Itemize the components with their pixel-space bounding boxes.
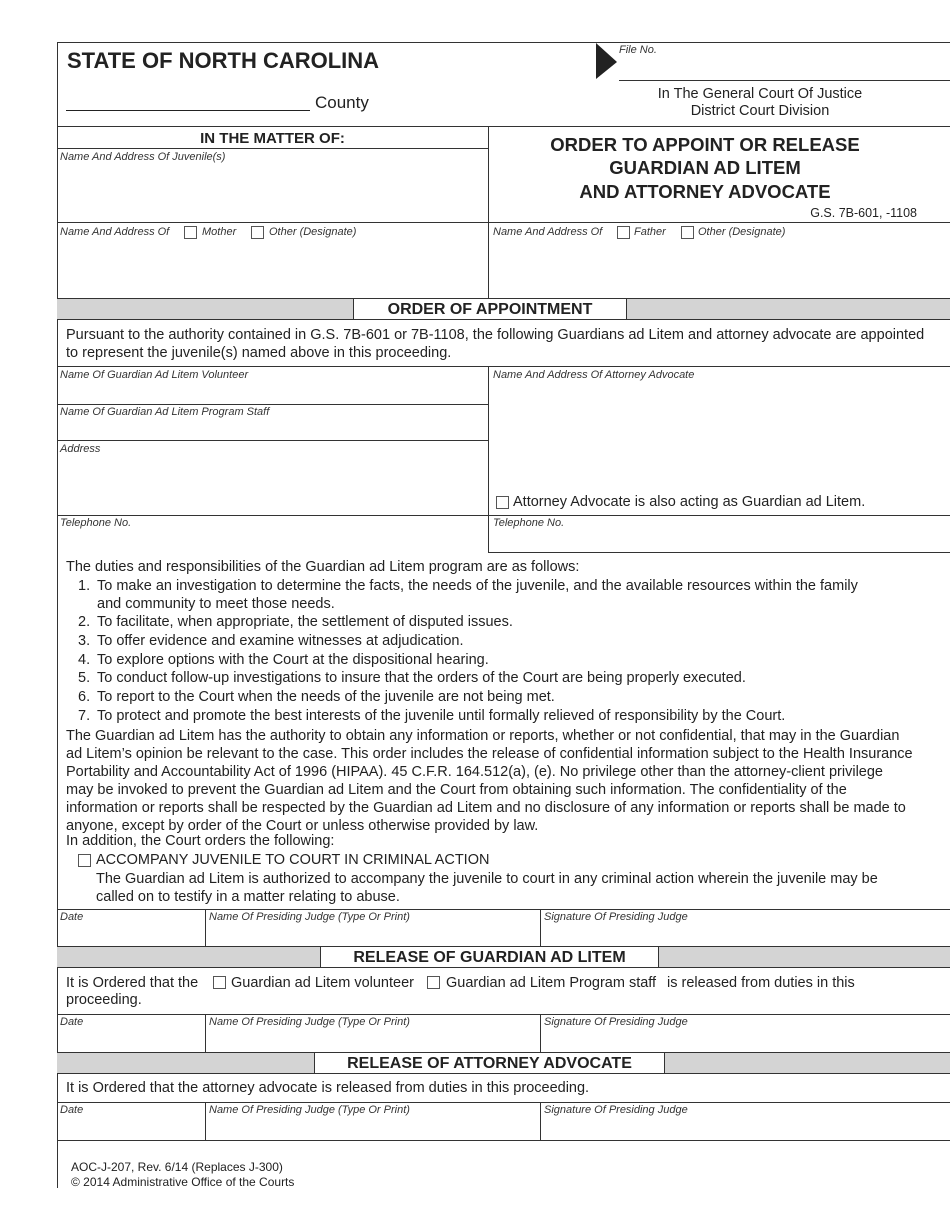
sig2-top-line — [57, 1014, 950, 1015]
sig3-date-label: Date — [60, 1104, 84, 1116]
appointment-intro: Pursuant to the authority contained in G.S. 7B-601 or 7B-1108, the following Guardians ad Litem and attorney advocate are appointed to represent the juvenile(s) named above in this proceeding. — [66, 327, 925, 361]
release-attorney-heading: RELEASE OF ATTORNEY ADVOCATE — [314, 1052, 665, 1074]
telephone-bottom-line — [488, 552, 950, 553]
sig3-judge-name-label: Name Of Presiding Judge (Type Or Print) — [209, 1104, 410, 1116]
release-attorney-ordered: It is Ordered that the attorney advocate is released from duties in this proceeding. — [66, 1080, 590, 1096]
parent2-label: Name And Address Of — [493, 226, 603, 238]
form-number: AOC-J-207, Rev. 6/14 (Replaces J-300) — [71, 1160, 283, 1174]
footer-left-border — [57, 1140, 58, 1188]
sig3-judge-name-field[interactable] — [209, 1118, 534, 1136]
duty-item: 1. To make an investigation to determine the facts, the needs of the juvenile, and the available resources within the family and community to meet those needs. — [78, 578, 858, 612]
copyright: © 2014 Administrative Office of the Courts — [71, 1175, 295, 1189]
sig2-judge-sig-field[interactable] — [544, 1030, 934, 1048]
sig1-judge-name-label: Name Of Presiding Judge (Type Or Print) — [209, 911, 410, 923]
sig1-judge-sig-field[interactable] — [544, 925, 934, 943]
juvenile-label: Name And Address Of Juvenile(s) — [60, 151, 226, 163]
telephone-label: Telephone No. — [60, 517, 132, 529]
file-no-label: File No. — [619, 44, 657, 56]
telephone-field[interactable] — [60, 531, 480, 549]
parent2-field[interactable] — [493, 243, 913, 293]
matter-heading: IN THE MATTER OF: — [200, 130, 345, 147]
sig2-divider-a — [205, 1014, 206, 1052]
statute-reference: G.S. 7B-601, -1108 — [810, 206, 917, 220]
duty-item: 7. To protect and promote the best interests of the juvenile until formally relieved of responsibility by the Court. — [78, 708, 786, 724]
sig2-date-label: Date — [60, 1016, 84, 1028]
matter-heading-line — [57, 148, 488, 149]
release-gal-band — [57, 946, 950, 968]
left-border — [57, 42, 58, 1142]
release-attorney-band — [57, 1052, 950, 1074]
sig3-top-line — [57, 1102, 950, 1103]
release-staff-checkbox[interactable] — [427, 976, 440, 989]
duty-item: 5. To conduct follow-up investigations to insure that the orders of the Court are being properly executed. — [78, 670, 746, 686]
appointment-heading: ORDER OF APPOINTMENT — [353, 298, 627, 320]
addition-text: In addition, the Court orders the following: — [66, 833, 335, 849]
header-divider — [57, 126, 950, 127]
duty-item: 6. To report to the Court when the needs of the juvenile are not being met. — [78, 689, 555, 705]
county-blank-line — [66, 110, 310, 111]
appointment-fields-top — [57, 366, 950, 367]
staff-field[interactable] — [60, 420, 480, 438]
release-gal-ordered-a: It is Ordered that the — [66, 975, 199, 991]
parent2-other-checkbox[interactable] — [681, 226, 694, 239]
parent-row-line — [57, 222, 950, 223]
attorney-label: Name And Address Of Attorney Advocate — [493, 369, 695, 381]
appointment-band — [57, 298, 950, 320]
sig1-divider-a — [205, 909, 206, 946]
staff-label: Name Of Guardian Ad Litem Program Staff — [60, 406, 270, 418]
sig2-judge-name-label: Name Of Presiding Judge (Type Or Print) — [209, 1016, 410, 1028]
sig1-top-line — [57, 909, 950, 910]
sig2-date-field[interactable] — [60, 1030, 200, 1048]
file-no-underline — [619, 80, 950, 81]
accompany-text: The Guardian ad Litem is authorized to accompany the juvenile to court in any criminal action wherein the juvenile may be called on to testify in a matter relating to abuse. — [96, 871, 878, 905]
duty-item: 4. To explore options with the Court at the dispositional hearing. — [78, 652, 489, 668]
father-label: Father — [634, 226, 666, 238]
attorney-field[interactable] — [493, 383, 933, 488]
parent1-field[interactable] — [60, 243, 480, 293]
court-line2: District Court Division — [690, 103, 830, 119]
release-gal-suffix: is released from duties in this — [667, 975, 855, 991]
parent1-label: Name And Address Of — [60, 226, 170, 238]
authority-paragraph: The Guardian ad Litem has the authority to obtain any information or reports, whether or not confidential, that may in the Guardian ad Litem’s opinion be relevant to the case. This order includes the release of confidential information subject to the Health Insurance Portability and Accountability Act of 1996 (HIPAA). 45 C.F.R. 164.512(a), (e). No privilege other than the attorney-client privilege may be invoked to prevent the Guardian ad Litem and the Court from obtaining such information. The confidentiality of the information or reports shall be respected by the Guardian ad Litem and no disclosure of any information or reports shall be made to anyone, except by order of the Court or unless otherwise provided by law. — [66, 728, 913, 834]
parent1-other-label: Other (Designate) — [269, 226, 357, 238]
sig2-divider-b — [540, 1014, 541, 1052]
top-border — [57, 42, 950, 43]
father-checkbox[interactable] — [617, 226, 630, 239]
staff-line — [57, 440, 488, 441]
form-title-line2: GUARDIAN AD LITEM — [609, 157, 801, 178]
sig3-divider-a — [205, 1102, 206, 1140]
duties-intro: The duties and responsibilities of the Guardian ad Litem program are as follows: — [66, 559, 580, 575]
file-no-field[interactable] — [619, 58, 919, 78]
address-label: Address — [60, 443, 101, 455]
sig3-date-field[interactable] — [60, 1118, 200, 1136]
sig1-divider-b — [540, 909, 541, 946]
county-field[interactable] — [66, 90, 310, 110]
form-title-line1: ORDER TO APPOINT OR RELEASE — [550, 134, 860, 155]
parent1-other-checkbox[interactable] — [251, 226, 264, 239]
duty-item: 2. To facilitate, when appropriate, the settlement of disputed issues. — [78, 614, 513, 630]
court-line1: In The General Court Of Justice — [657, 86, 863, 102]
duty-item: 3. To offer evidence and examine witnesses at adjudication. — [78, 633, 464, 649]
telephone-row-line — [57, 515, 950, 516]
mother-label: Mother — [202, 226, 237, 238]
file-no-arrow-icon — [595, 42, 619, 80]
county-label: County — [315, 93, 369, 112]
sig1-date-field[interactable] — [60, 925, 200, 943]
release-gal-heading: RELEASE OF GUARDIAN AD LITEM — [320, 946, 659, 968]
attorney-also-gal-label: Attorney Advocate is also acting as Guardian ad Litem. — [513, 494, 866, 510]
accompany-title: ACCOMPANY JUVENILE TO COURT IN CRIMINAL ACTION — [96, 852, 490, 868]
release-volunteer-label: Guardian ad Litem volunteer — [231, 975, 414, 991]
sig2-judge-sig-label: Signature Of Presiding Judge — [544, 1016, 688, 1028]
release-staff-label: Guardian ad Litem Program staff — [446, 975, 657, 991]
attorney-telephone-field[interactable] — [493, 531, 933, 549]
sig2-judge-name-field[interactable] — [209, 1030, 534, 1048]
sig1-judge-name-field[interactable] — [209, 925, 534, 943]
volunteer-line — [57, 404, 488, 405]
sig1-date-label: Date — [60, 911, 84, 923]
attorney-telephone-label: Telephone No. — [493, 517, 565, 529]
address-field[interactable] — [60, 458, 480, 512]
release-gal-ordered-b: proceeding. — [66, 992, 142, 1008]
mother-checkbox[interactable] — [184, 226, 197, 239]
juvenile-field[interactable] — [60, 166, 480, 218]
parent2-other-label: Other (Designate) — [698, 226, 786, 238]
appointment-column-divider — [488, 366, 489, 552]
sig3-judge-sig-field[interactable] — [544, 1118, 934, 1136]
sig1-judge-sig-label: Signature Of Presiding Judge — [544, 911, 688, 923]
release-volunteer-checkbox[interactable] — [213, 976, 226, 989]
state-title: STATE OF NORTH CAROLINA — [67, 48, 380, 73]
volunteer-field[interactable] — [60, 383, 480, 401]
sig3-bottom-line — [57, 1140, 950, 1141]
attorney-also-gal-checkbox[interactable] — [496, 496, 509, 509]
form-title-line3: AND ATTORNEY ADVOCATE — [579, 181, 831, 202]
volunteer-label: Name Of Guardian Ad Litem Volunteer — [60, 369, 249, 381]
accompany-checkbox[interactable] — [78, 854, 91, 867]
sig3-judge-sig-label: Signature Of Presiding Judge — [544, 1104, 688, 1116]
sig3-divider-b — [540, 1102, 541, 1140]
